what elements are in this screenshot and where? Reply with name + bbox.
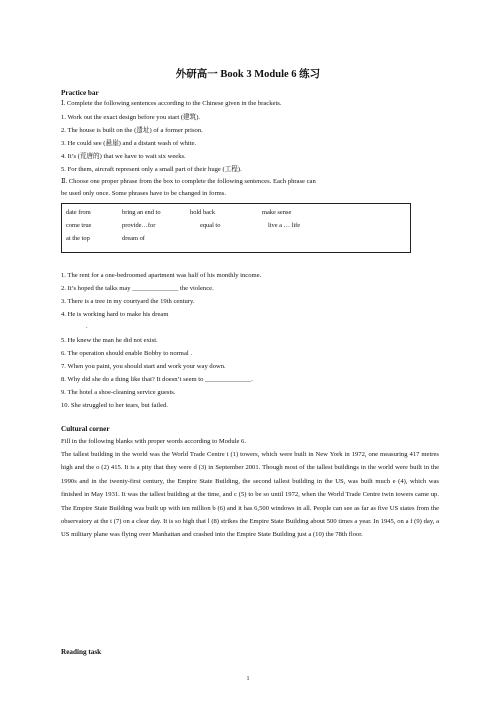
section2-heading: Ⅱ. Choose one proper phrase from the box to complete the following sentences. Each phrase can xyxy=(61,178,316,185)
cultural-corner-heading: Cultural corner xyxy=(61,425,110,433)
phrase: date from xyxy=(66,209,91,216)
section2-item: 1. The rent for a one-bedroomed apartment was half of his monthly income. xyxy=(61,272,262,279)
section2-item: 7. When you paint, you should start and work your way down. xyxy=(61,363,226,370)
section2-item-cont: . xyxy=(86,323,88,330)
phrase: equal to xyxy=(200,222,221,229)
section2-item: 5. He knew the man he did not exist. xyxy=(61,337,158,344)
phrase: provide…for xyxy=(122,222,156,229)
section2-item: 3. There is a tree in my courtyard the 19th century. xyxy=(61,298,195,305)
section1-item: 2. The house is built on the (遗址) of a former prison. xyxy=(61,127,203,134)
cultural-corner-passage: The tallest building in the world was the World Trade Centre t (1) towers, which were built in New York in 1972, one measuring 417 metres high and the o (2) 415. It is a pity that they were d (3) in September 2001. Though most of the tallest buildings in the world were built in the 1990s and in the twenty-first century, the Empire State Building, the second tallest building in the US, was built much e (4), which was finished in May 1931. It was the tallest building at the time, and c (5) to be so until 1972, when the World Trade Centre twin towers came up. The Empire State Building was built up with ten million b (6) and it has 6,500 windows in all. People can see as far as five US states from the observatory at the t (7) on a clear day. It is so high that l (8) strikes the Empire State Building about 500 times a year. In 1945, on a f (9) day, a US military plane was flying over Manhattan and crashed into the Empire State Building just a (10) the 78th floor. xyxy=(61,451,439,539)
cultural-corner-instruction: Fill in the following blanks with proper words according to Module 6. xyxy=(61,438,246,445)
section2-item: 2. It’s hoped the talks may ______________ the violence. xyxy=(61,285,214,292)
phrase: make sense xyxy=(262,209,292,216)
section1-item: 3. He could see (悬崖) and a distant wash of white. xyxy=(61,140,197,147)
phrase: come true xyxy=(66,222,92,229)
phrase: dream of xyxy=(122,235,145,242)
section1-heading: Ⅰ. Complete the following sentences according to the Chinese given in the brackets. xyxy=(61,100,282,107)
page-title: 外研高一 Book 3 Module 6 练习 xyxy=(175,69,321,80)
phrase: bring an end to xyxy=(122,209,161,216)
phrase-box xyxy=(61,203,411,253)
phrase: at the top xyxy=(66,235,90,242)
section2-heading-cont: be used only once. Some phrases have to be changed in forms. xyxy=(61,190,226,197)
section2-item: 8. Why did she do a thing like that? It doesn’t seem to ______________. xyxy=(61,376,253,383)
section2-item: 9. The hotel a shoe-cleaning service guests. xyxy=(61,389,176,396)
phrase: hold back xyxy=(190,209,216,216)
section1-item: 5. For them, aircraft represent only a small part of their huge (工程). xyxy=(61,166,242,173)
practice-bar-heading: Practice bar xyxy=(61,89,99,97)
page-number: 1 xyxy=(246,676,250,682)
phrase: live a … life xyxy=(268,222,301,229)
section1-item: 1. Work out the exact design before you start (建筑). xyxy=(61,114,201,121)
section2-item: 4. He is working hard to make his dream xyxy=(61,311,169,318)
section2-item: 10. She struggled to her tears, but failed. xyxy=(61,402,168,409)
section2-item: 6. The operation should enable Bobby to normal . xyxy=(61,350,192,357)
section1-item: 4. It’s (荒唐的) that we have to wait six weeks. xyxy=(61,153,186,160)
reading-task-heading: Reading task xyxy=(61,648,102,656)
